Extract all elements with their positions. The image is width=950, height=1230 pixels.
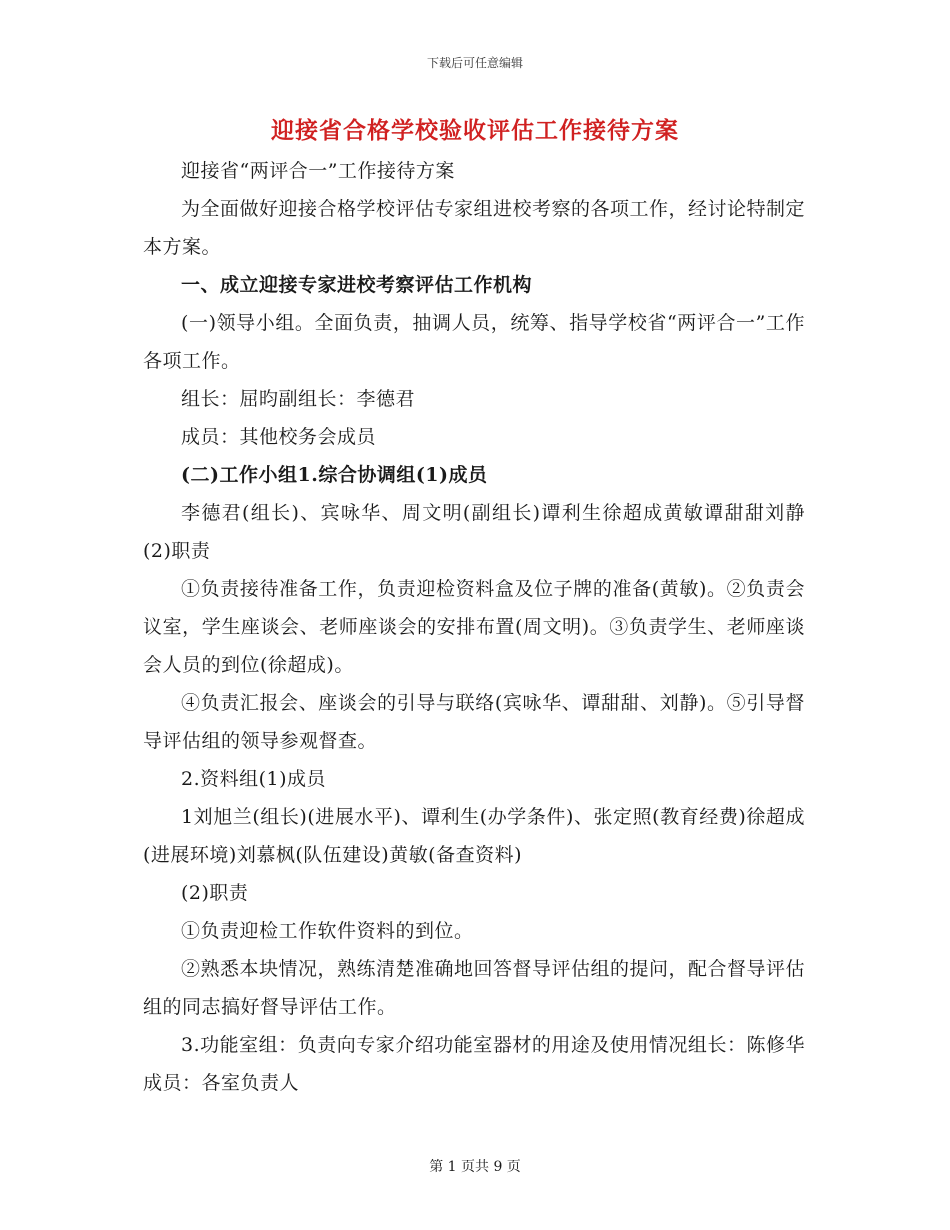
paragraph-group-leader: 组长：屈昀副组长：李德君 <box>181 388 416 410</box>
paragraph-duties-1: ①负责接待准备工作，负责迎检资料盒及位子牌的准备(黄敏)。②负责会议室，学生座谈会、老师座谈会的安排布置(周文明)。③负责学生、老师座谈会人员的到位(徐超成)。 <box>143 578 805 676</box>
document-body <box>143 152 805 1102</box>
paragraph-materials-group: 2.资料组(1)成员 <box>181 768 327 790</box>
section-heading-1: 一、成立迎接专家进校考察评估工作机构 <box>181 274 533 296</box>
paragraph-duties-heading: (2)职责 <box>181 882 249 904</box>
document-title: 迎接省合格学校验收评估工作接待方案 <box>271 117 679 144</box>
paragraph-materials-duty-2: ②熟悉本块情况，熟练清楚准确地回答督导评估组的提问，配合督导评估组的同志搞好督导评估工作。 <box>143 958 806 1018</box>
paragraph-materials-members: 1刘旭兰(组长)(进展水平)、谭利生(办学条件)、张定照(教育经费)徐超成(进展环境)刘慕枫(队伍建设)黄敏(备查资料) <box>143 806 805 866</box>
paragraph-subtitle: 迎接省“两评合一”工作接待方案 <box>181 160 455 182</box>
section-heading-working-group: (二)工作小组1.综合协调组(1)成员 <box>181 464 488 486</box>
paragraph-coordination-members: 李德君(组长)、宾咏华、周文明(副组长)谭利生徐超成黄敏谭甜甜刘静(2)职责 <box>143 502 805 562</box>
paragraph-materials-duty-1: ①负责迎检工作软件资料的到位。 <box>181 920 474 942</box>
paragraph-duties-2: ④负责汇报会、座谈会的引导与联络(宾咏华、谭甜甜、刘静)。⑤引导督导评估组的领导参观督查。 <box>143 692 805 752</box>
paragraph-intro: 为全面做好迎接合格学校评估专家组进校考察的各项工作，经讨论特制定本方案。 <box>143 198 806 258</box>
page-number: 第 1 页共 9 页 <box>429 1159 521 1175</box>
paragraph-leadership-group: (一)领导小组。全面负责，抽调人员，统筹、指导学校省“两评合一”工作各项工作。 <box>143 312 805 372</box>
paragraph-function-room-group: 3.功能室组：负责向专家介绍功能室器材的用途及使用情况组长：陈修华成员：各室负责人 <box>143 1034 805 1094</box>
header-note: 下载后可任意编辑 <box>426 56 523 70</box>
paragraph-members: 成员：其他校务会成员 <box>181 426 377 448</box>
